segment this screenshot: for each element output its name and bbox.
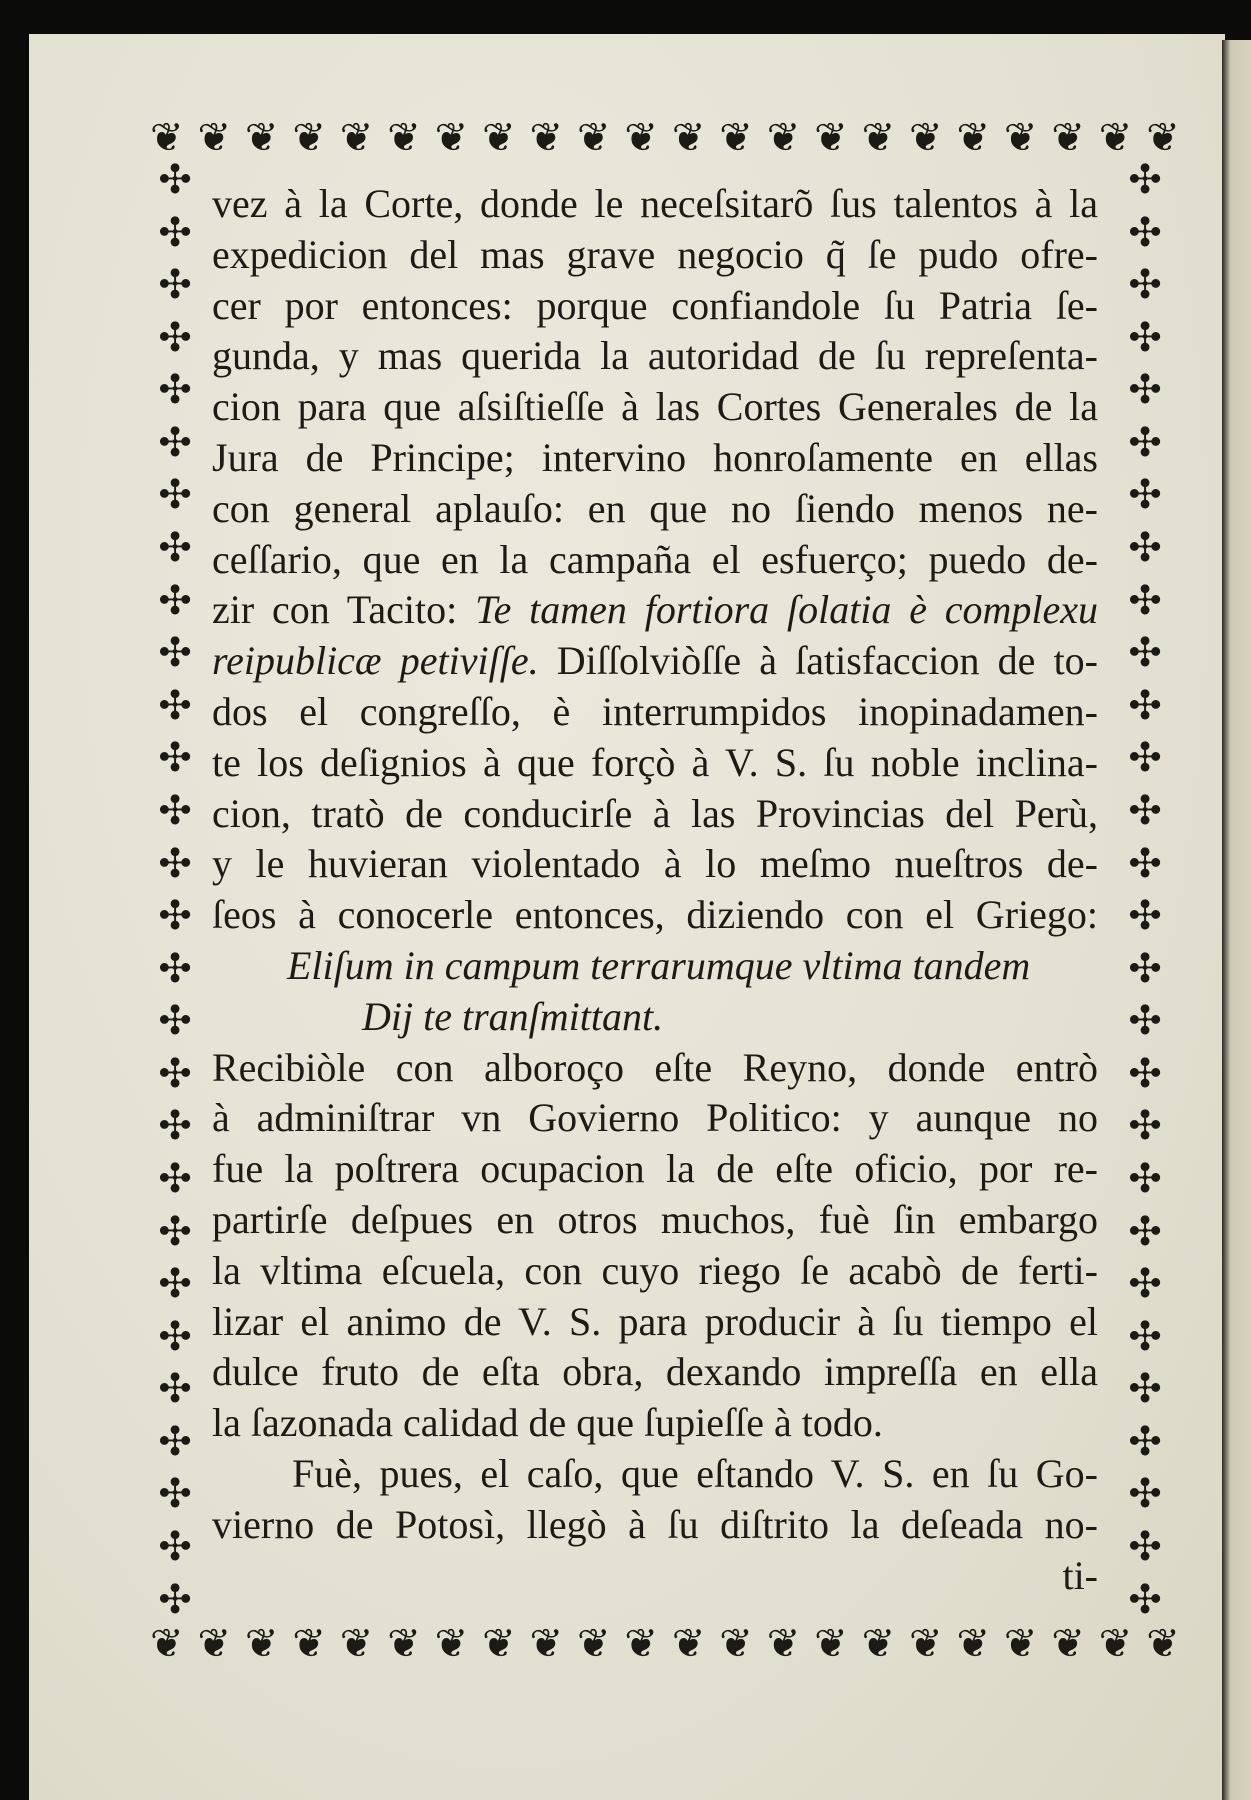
fleuron-ornament-icon: ✣ — [1128, 998, 1162, 1045]
catchword: ti- — [1062, 1552, 1098, 1598]
fleuron-ornament-icon: ✣ — [158, 1103, 192, 1150]
fleuron-ornament-icon: ❦ — [292, 1621, 326, 1667]
fleuron-ornament-icon: ✣ — [158, 1366, 192, 1413]
fleuron-ornament-icon: ❦ — [624, 1621, 658, 1667]
fleuron-ornament-icon: ✣ — [158, 893, 192, 940]
fleuron-ornament-icon: ✣ — [158, 735, 192, 782]
fleuron-ornament-icon: ✣ — [158, 682, 192, 729]
fleuron-ornament-icon: ❦ — [861, 115, 896, 161]
page-text — [212, 179, 1098, 1601]
fleuron-ornament-icon: ❦ — [1098, 115, 1133, 161]
fleuron-ornament-icon: ✣ — [158, 160, 192, 203]
text-line: Recibiòle con alboroço eſte Reyno, donde entrò — [212, 1044, 1098, 1090]
fleuron-ornament-icon: ❦ — [766, 115, 801, 161]
ornamental-border-left — [143, 160, 207, 1620]
text-line: cion, tratò de conducirſe à las Provincias del Perù, — [212, 790, 1098, 836]
fleuron-ornament-icon: ✣ — [1128, 1103, 1162, 1150]
fleuron-ornament-icon: ✣ — [158, 945, 192, 992]
fleuron-ornament-icon: ✣ — [158, 1576, 192, 1620]
text-line: ſeos à conocerle entonces, diziendo con el Griego: — [212, 892, 1098, 938]
fleuron-ornament-icon: ❦ — [1146, 1621, 1180, 1667]
fleuron-ornament-icon: ❦ — [861, 1621, 896, 1667]
fleuron-ornament-icon: ✣ — [158, 1050, 192, 1097]
fleuron-ornament-icon: ❦ — [624, 115, 658, 161]
fleuron-ornament-icon: ❦ — [719, 1621, 753, 1667]
fleuron-ornament-icon: ✣ — [1128, 314, 1162, 361]
text-line: expedicion del mas grave negocio q̃ ſe pudo ofre- — [212, 231, 1098, 277]
fleuron-ornament-icon: ❦ — [387, 115, 421, 161]
latin-quote-inline: reipublicæ petiviſſe. — [212, 638, 539, 684]
fleuron-ornament-icon: ✣ — [1128, 1208, 1162, 1255]
fleuron-ornament-icon: ✣ — [158, 630, 192, 677]
text-line: vierno de Potosì, llegò à ſu diſtrito la deſeada no- — [212, 1501, 1098, 1547]
fleuron-ornament-icon: ✣ — [1128, 682, 1162, 729]
fleuron-ornament-icon: ✣ — [1128, 262, 1162, 309]
text-line: vez à la Corte, donde le neceſsitarõ ſus talentos à la — [212, 181, 1098, 226]
fleuron-ornament-icon: ❦ — [387, 1621, 421, 1667]
ornamental-border-top — [150, 114, 1180, 162]
fleuron-ornament-icon: ❦ — [766, 1621, 801, 1667]
fleuron-ornament-icon: ✣ — [1128, 735, 1162, 782]
fleuron-ornament-icon: ✣ — [1128, 209, 1162, 256]
fleuron-ornament-icon: ✣ — [1128, 1366, 1162, 1413]
fleuron-ornament-icon: ❦ — [814, 115, 848, 161]
text-line — [212, 585, 1098, 636]
text-line: ceſſario, que en la campaña el esfuerço; puedo de- — [212, 536, 1098, 582]
fleuron-ornament-icon: ✣ — [1128, 840, 1162, 887]
ornamental-border-bottom — [150, 1620, 1180, 1668]
fleuron-ornament-icon: ✣ — [1128, 419, 1162, 466]
fleuron-ornament-icon: ✣ — [158, 314, 192, 361]
text-line: Jura de Principe; intervino honroſamente en ellas — [212, 434, 1098, 480]
fleuron-ornament-icon: ❦ — [1098, 1621, 1133, 1667]
text-line: y le huvieran violentado à lo meſmo nueſtros de- — [212, 841, 1098, 887]
fleuron-ornament-icon: ❦ — [909, 115, 943, 161]
fleuron-ornament-icon: ✣ — [158, 209, 192, 256]
fleuron-ornament-icon: ✣ — [1128, 472, 1162, 519]
fleuron-ornament-icon: ❦ — [197, 115, 231, 161]
fleuron-ornament-icon: ❦ — [434, 115, 469, 161]
fleuron-ornament-icon: ✣ — [1128, 1155, 1162, 1202]
fleuron-ornament-icon: ✣ — [158, 1155, 192, 1202]
fleuron-ornament-icon: ❦ — [1051, 1621, 1085, 1667]
fleuron-ornament-icon: ✣ — [158, 840, 192, 887]
fleuron-ornament-icon: ✣ — [158, 1471, 192, 1518]
fleuron-ornament-icon: ❦ — [1003, 115, 1038, 161]
adjacent-page-edge — [1222, 40, 1251, 1800]
latin-quote-inline: Te tamen fortiora ſolatia è complexu — [475, 587, 1098, 633]
fleuron-ornament-icon: ❦ — [150, 1621, 184, 1667]
fleuron-ornament-icon: ✣ — [1128, 1261, 1162, 1308]
fleuron-ornament-icon: ❦ — [244, 115, 279, 161]
text-line: la vltima eſcuela, con cuyo riego ſe acabò de ferti- — [212, 1247, 1098, 1293]
fleuron-ornament-icon: ✣ — [1128, 577, 1162, 624]
fleuron-ornament-icon: ✣ — [1128, 160, 1162, 203]
fleuron-ornament-icon: ✣ — [1128, 893, 1162, 940]
text-line — [212, 636, 1098, 687]
text-roman: Diſſolviòſſe à ſatisfaccion de to- — [538, 638, 1098, 684]
fleuron-ornament-icon: ❦ — [244, 1621, 279, 1667]
paragraph-first-line: Fuè, pues, el caſo, que eſtando V. S. en ſu Go- — [292, 1450, 1098, 1496]
text-line: con general aplauſo: en que no ſiendo menos ne- — [212, 485, 1098, 531]
fleuron-ornament-icon: ✣ — [1128, 367, 1162, 414]
fleuron-ornament-icon: ✣ — [1128, 525, 1162, 572]
fleuron-ornament-icon: ❦ — [529, 115, 564, 161]
fleuron-ornament-icon: ❦ — [529, 1621, 564, 1667]
text-line: cion para que aſsiſtieſſe à las Cortes Generales de la — [212, 384, 1098, 430]
fleuron-ornament-icon: ✣ — [158, 1261, 192, 1308]
text-line: la ſazonada calidad de que ſupieſſe à todo. — [212, 1400, 883, 1446]
fleuron-ornament-icon: ❦ — [1003, 1621, 1038, 1667]
fleuron-ornament-icon: ✣ — [158, 367, 192, 414]
text-line: dulce fruto de eſta obra, dexando impreſſa en ella — [212, 1349, 1098, 1395]
fleuron-ornament-icon: ✣ — [1128, 630, 1162, 677]
fleuron-ornament-icon: ✣ — [1128, 1418, 1162, 1465]
fleuron-ornament-icon: ❦ — [482, 1621, 516, 1667]
fleuron-ornament-icon: ❦ — [909, 1621, 943, 1667]
fleuron-ornament-icon: ✣ — [1128, 1471, 1162, 1518]
fleuron-ornament-icon: ❦ — [814, 1621, 848, 1667]
verse-quote-line: Dij te tranſmittant. — [362, 993, 664, 1039]
fleuron-ornament-icon: ❦ — [197, 1621, 231, 1667]
fleuron-ornament-icon: ✣ — [1128, 787, 1162, 834]
fleuron-ornament-icon: ✣ — [158, 1418, 192, 1465]
fleuron-ornament-icon: ✣ — [158, 472, 192, 519]
fleuron-ornament-icon: ❦ — [671, 115, 706, 161]
text-line: dos el congreſſo, è interrumpidos inopinadamen- — [212, 688, 1098, 734]
fleuron-ornament-icon: ✣ — [1128, 1524, 1162, 1571]
text-line: fue la poſtrera ocupacion la de eſte oficio, por re- — [212, 1146, 1098, 1192]
fleuron-ornament-icon: ✣ — [158, 525, 192, 572]
fleuron-ornament-icon: ✣ — [158, 1313, 192, 1360]
text-line: à adminiſtrar vn Govierno Politico: y aunque no — [212, 1095, 1098, 1141]
fleuron-ornament-icon: ❦ — [1146, 115, 1180, 161]
text-line: lizar el animo de V. S. para producir à ſu tiempo el — [212, 1298, 1098, 1344]
verse-quote-line: Eliſum in campum terrarumque vltima tandem — [287, 942, 1031, 988]
text-line: te los deſignios à que forçò à V. S. ſu noble inclina- — [212, 739, 1098, 785]
fleuron-ornament-icon: ❦ — [434, 1621, 469, 1667]
fleuron-ornament-icon: ❦ — [719, 115, 753, 161]
fleuron-ornament-icon: ❦ — [576, 1621, 611, 1667]
fleuron-ornament-icon: ❦ — [956, 1621, 990, 1667]
fleuron-ornament-icon: ❦ — [956, 115, 990, 161]
fleuron-ornament-icon: ✣ — [1128, 1576, 1162, 1620]
fleuron-ornament-icon: ❦ — [671, 1621, 706, 1667]
fleuron-ornament-icon: ✣ — [158, 577, 192, 624]
text-line: cer por entonces: porque confiandole ſu Patria ſe- — [212, 282, 1098, 328]
fleuron-ornament-icon: ❦ — [482, 115, 516, 161]
fleuron-ornament-icon: ✣ — [158, 419, 192, 466]
text-line: gunda, y mas querida la autoridad de ſu repreſenta- — [212, 333, 1098, 379]
fleuron-ornament-icon: ❦ — [292, 115, 326, 161]
text-line: partirſe deſpues en otros muchos, fuè ſin embargo — [212, 1196, 1098, 1242]
ornamental-border-right — [1113, 160, 1177, 1620]
fleuron-ornament-icon: ✣ — [158, 1208, 192, 1255]
fleuron-ornament-icon: ✣ — [158, 262, 192, 309]
text-roman: zir con Tacito: — [212, 587, 476, 633]
fleuron-ornament-icon: ✣ — [158, 1524, 192, 1571]
fleuron-ornament-icon: ✣ — [158, 787, 192, 834]
fleuron-ornament-icon: ✣ — [1128, 1313, 1162, 1360]
fleuron-ornament-icon: ❦ — [576, 115, 611, 161]
fleuron-ornament-icon: ✣ — [1128, 945, 1162, 992]
fleuron-ornament-icon: ❦ — [1051, 115, 1085, 161]
fleuron-ornament-icon: ❦ — [150, 115, 184, 161]
fleuron-ornament-icon: ✣ — [1128, 1050, 1162, 1097]
fleuron-ornament-icon: ❦ — [339, 115, 374, 161]
fleuron-ornament-icon: ❦ — [339, 1621, 374, 1667]
fleuron-ornament-icon: ✣ — [158, 998, 192, 1045]
